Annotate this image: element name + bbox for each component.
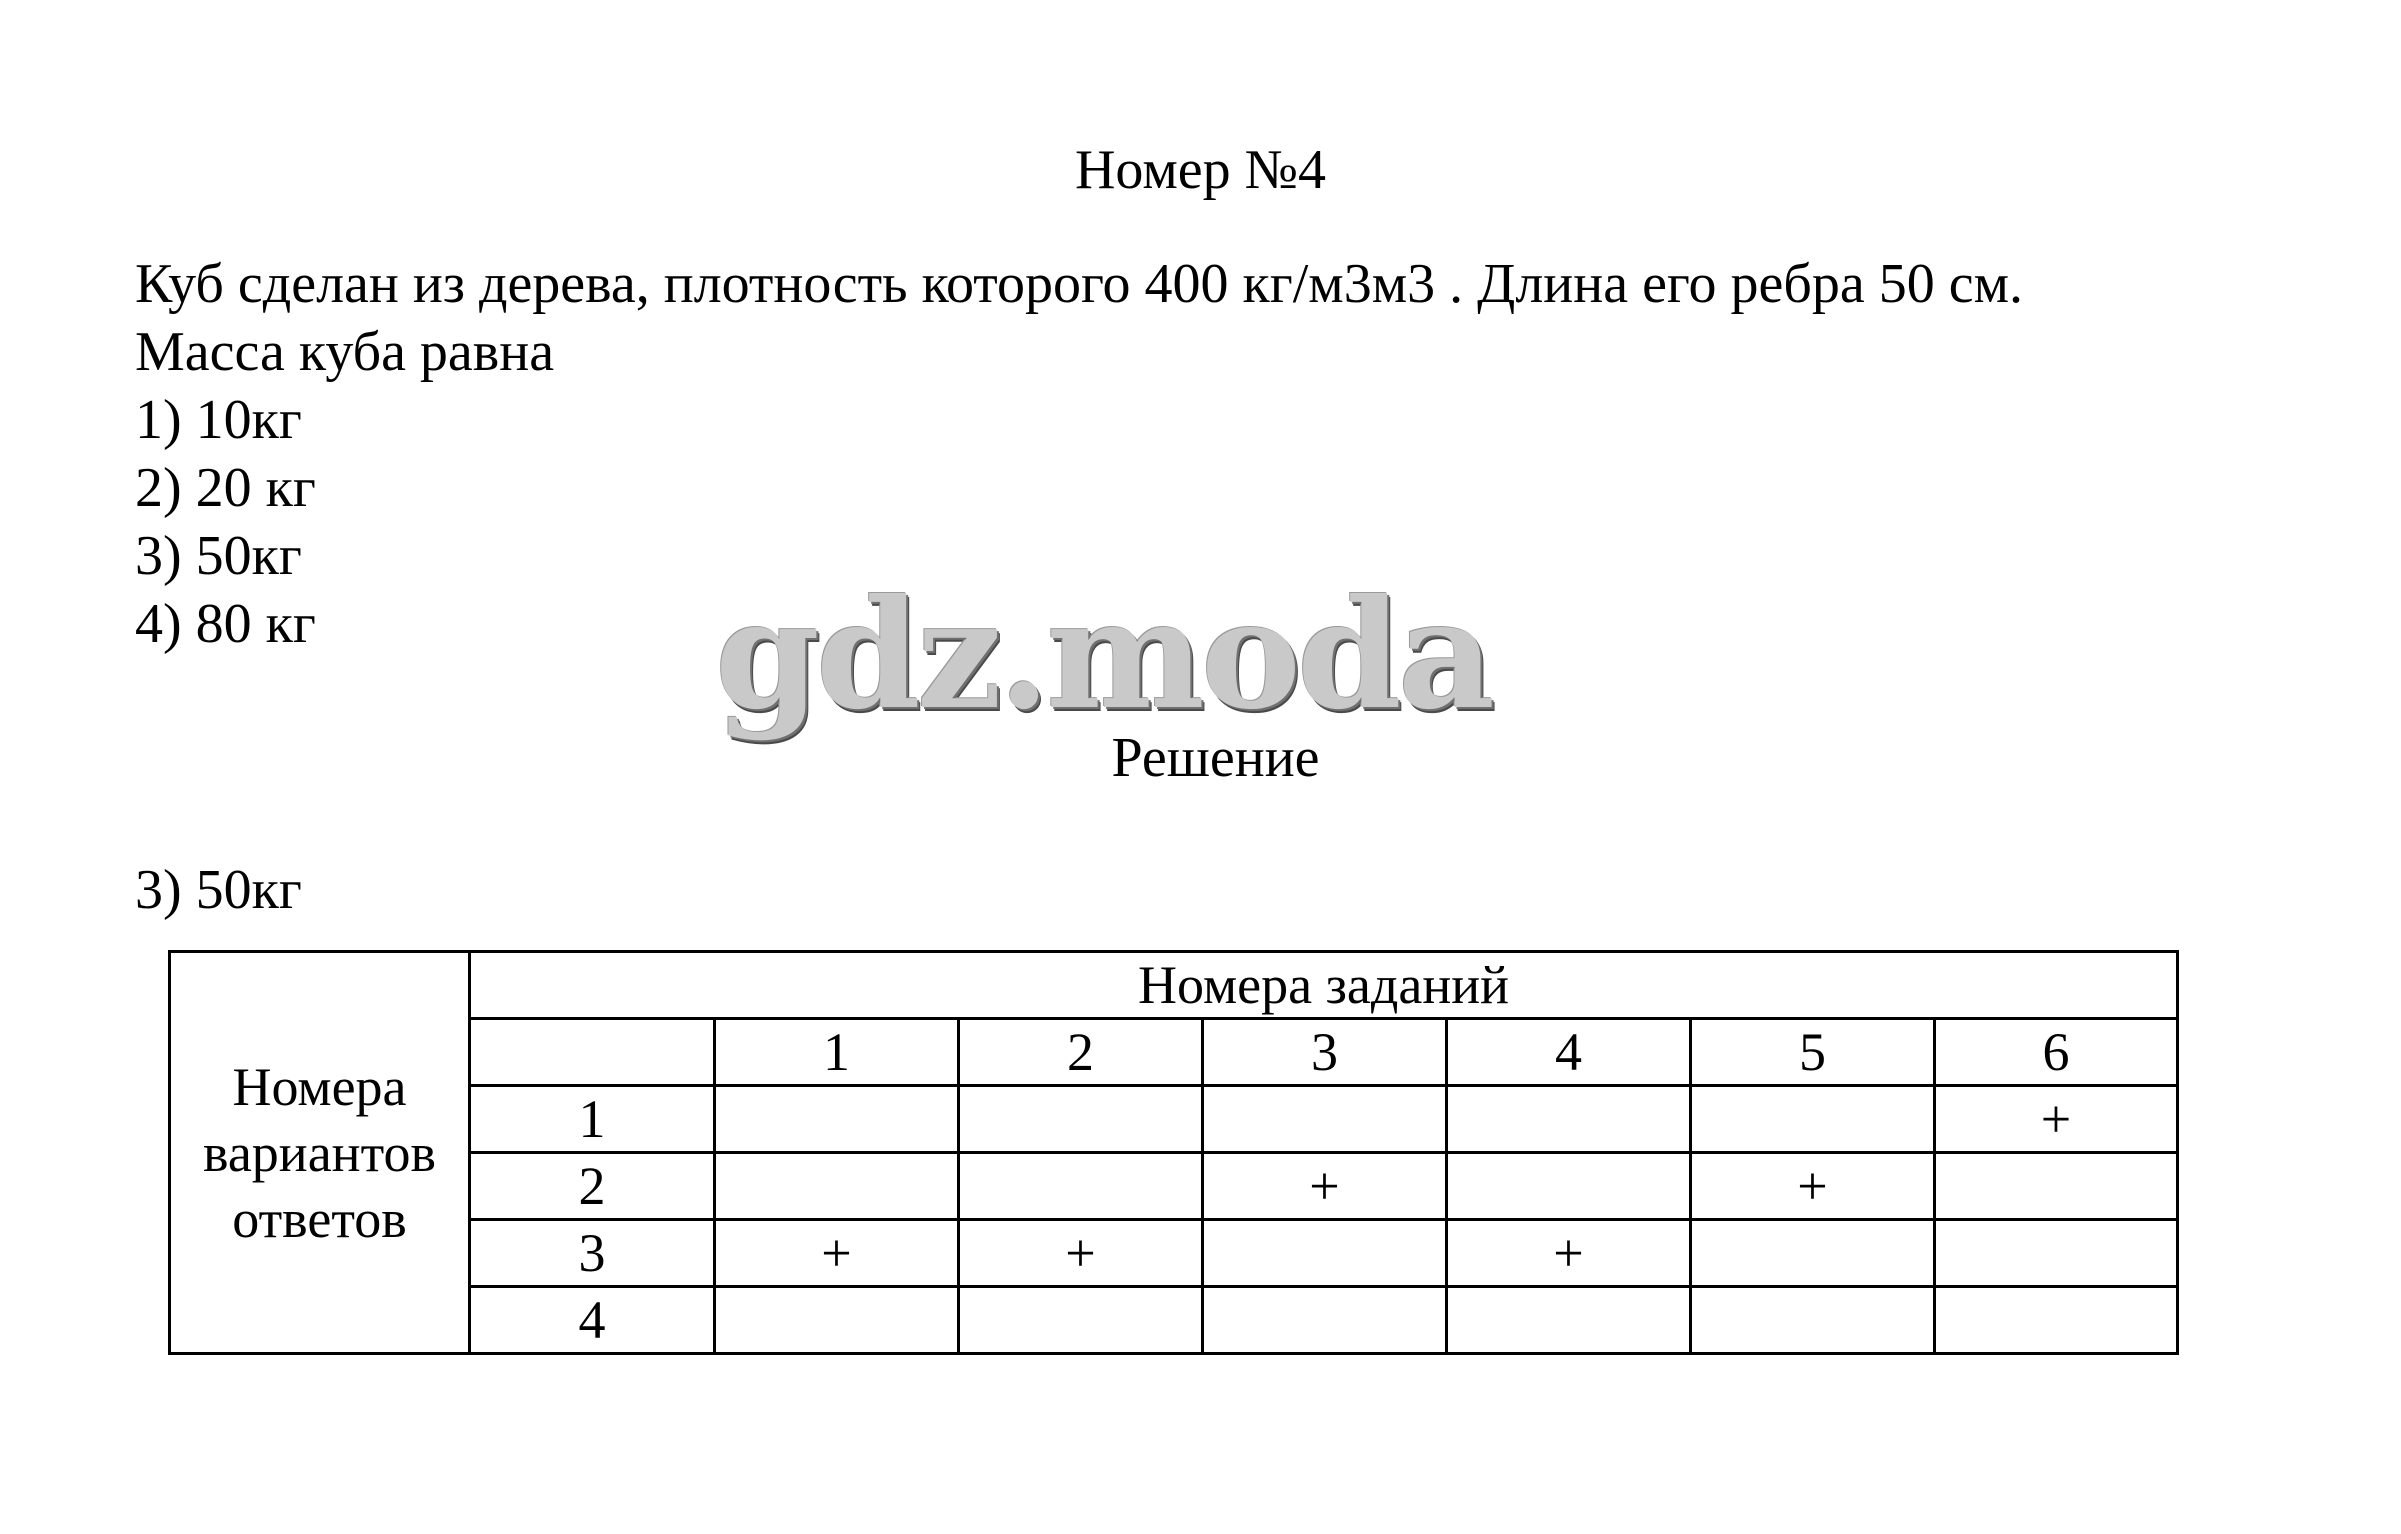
table-cell <box>715 1086 959 1153</box>
answer-table <box>168 950 2179 1355</box>
table-cell: + <box>715 1220 959 1287</box>
table-row <box>170 1086 2178 1153</box>
table-row <box>170 1153 2178 1220</box>
answer-option: 2) 20 кг <box>135 457 316 519</box>
table-cell <box>1447 1287 1691 1354</box>
table-cell <box>959 1153 1203 1220</box>
row-header-cell <box>170 952 470 1354</box>
table-cell <box>1691 1086 1935 1153</box>
table-cell: + <box>1691 1153 1935 1220</box>
page-title: Номер №4 <box>1074 139 1327 201</box>
watermark-logo: gdz.moda <box>715 567 1492 743</box>
column-group-header: Номера заданий <box>470 952 2178 1019</box>
row-header-line: вариантов <box>203 1122 436 1183</box>
table-cell <box>715 1153 959 1220</box>
variant-number: 1 <box>470 1086 715 1153</box>
table-cell <box>959 1287 1203 1354</box>
table-cell <box>1935 1287 2178 1354</box>
table-cell <box>1203 1220 1447 1287</box>
answer-option: 4) 80 кг <box>135 593 316 655</box>
table-cell <box>1691 1220 1935 1287</box>
solution-heading: Решение <box>1111 727 1320 789</box>
task-number: 3 <box>1203 1019 1447 1086</box>
answer-option: 1) 10кг <box>135 389 302 451</box>
table-cell <box>1935 1153 2178 1220</box>
row-header-line: Номера <box>232 1056 407 1117</box>
table-cell: + <box>1447 1220 1691 1287</box>
table-cell <box>1935 1220 2178 1287</box>
table-cell <box>1447 1086 1691 1153</box>
task-number: 1 <box>715 1019 959 1086</box>
table-cell: + <box>1203 1153 1447 1220</box>
table-cell <box>1447 1153 1691 1220</box>
table-cell: + <box>959 1220 1203 1287</box>
table-cell <box>1203 1086 1447 1153</box>
variant-number: 3 <box>470 1220 715 1287</box>
task-number: 2 <box>959 1019 1203 1086</box>
table-cell <box>470 1019 715 1086</box>
solution-answer: 3) 50кг <box>135 859 302 921</box>
problem-line: Масса куба равна <box>135 321 555 383</box>
variant-number: 2 <box>470 1153 715 1220</box>
row-header-line: ответов <box>232 1188 407 1249</box>
task-number: 5 <box>1691 1019 1935 1086</box>
table-cell: + <box>1935 1086 2178 1153</box>
table-cell <box>1203 1287 1447 1354</box>
task-number: 4 <box>1447 1019 1691 1086</box>
variant-number: 4 <box>470 1287 715 1354</box>
table-cell <box>1691 1287 1935 1354</box>
answer-option: 3) 50кг <box>135 525 302 587</box>
table-row <box>170 1019 2178 1086</box>
problem-line: Куб сделан из дерева, плотность которого 400 кг/м3м3 . Длина его ребра 50 см. <box>135 253 2024 315</box>
table-row <box>170 1220 2178 1287</box>
task-number: 6 <box>1935 1019 2178 1086</box>
table-cell <box>715 1287 959 1354</box>
table-row <box>170 952 2178 1019</box>
table-row <box>170 1287 2178 1354</box>
table-cell <box>959 1086 1203 1153</box>
